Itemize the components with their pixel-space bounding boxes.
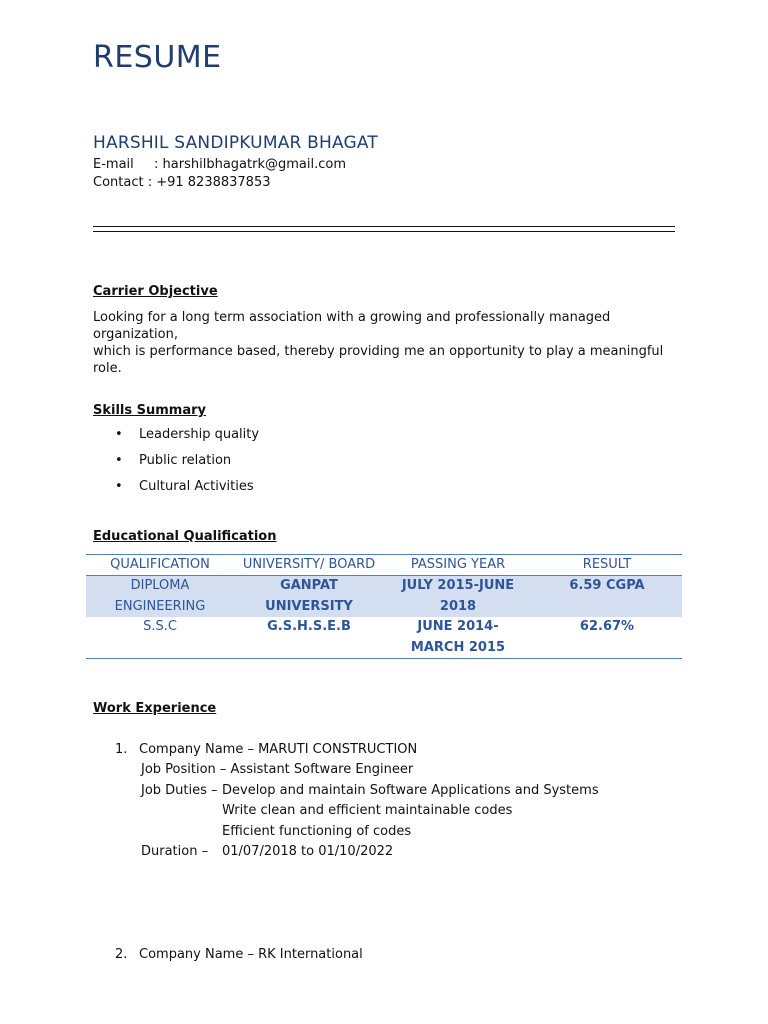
table-cell: S.S.C <box>143 619 177 634</box>
job-company: Company Name – MARUTI CONSTRUCTION <box>139 742 418 757</box>
objective-line-1: Looking for a long term association with a growing and professionally managed organization, <box>93 310 611 342</box>
education-heading: Educational Qualification <box>93 529 277 544</box>
skill-item: Public relation <box>139 453 232 468</box>
table-cell: 6.59 CGPA <box>569 578 645 593</box>
bullet-icon: • <box>115 479 123 494</box>
contact-line: Contact : +91 8238837853 <box>93 175 271 190</box>
table-cell: GANPAT UNIVERSITY <box>265 578 353 614</box>
job-number: 1. <box>115 742 128 757</box>
job-duties-label: Job Duties – <box>141 783 218 798</box>
list-item <box>115 427 415 445</box>
objective-paragraph <box>93 309 693 377</box>
table-cell: DIPLOMA ENGINEERING <box>114 578 206 614</box>
header-divider-top <box>93 226 675 227</box>
table-cell: JUNE 2014-MARCH 2015 <box>410 619 506 655</box>
objective-heading: Carrier Objective <box>93 284 218 299</box>
table-cell: JULY 2015-JUNE 2018 <box>401 578 515 614</box>
skill-item: Cultural Activities <box>139 479 254 494</box>
table-bottom-rule <box>86 658 682 659</box>
job-duration-label: Duration – <box>141 844 209 859</box>
table-cell: 62.67% <box>579 619 635 634</box>
table-header-university: UNIVERSITY/ BOARD <box>242 557 376 572</box>
resume-title: RESUME <box>93 40 222 75</box>
job-company: Company Name – RK International <box>139 947 363 962</box>
skill-item: Leadership quality <box>139 427 260 442</box>
job-position: Job Position – Assistant Software Engineer <box>141 762 414 777</box>
table-header-passing-year: PASSING YEAR <box>410 557 506 572</box>
email-value: : harshilbhagatrk@gmail.com <box>154 157 346 172</box>
list-item <box>115 453 415 471</box>
table-header-result: RESULT <box>582 557 632 572</box>
table-cell: G.S.H.S.E.B <box>267 619 351 634</box>
bullet-icon: • <box>115 427 123 442</box>
email-label: E-mail <box>93 157 134 172</box>
email-line <box>93 156 346 174</box>
job-duty-item: Efficient functioning of codes <box>222 824 412 839</box>
job-duty-item: Write clean and efficient maintainable codes <box>222 803 513 818</box>
bullet-icon: • <box>115 453 123 468</box>
job-duration: 01/07/2018 to 01/10/2022 <box>222 844 394 859</box>
skills-heading: Skills Summary <box>93 403 207 418</box>
list-item <box>115 479 415 497</box>
work-heading: Work Experience <box>93 701 217 716</box>
header-divider-bottom <box>93 231 675 232</box>
candidate-name: HARSHIL SANDIPKUMAR BHAGAT <box>93 133 378 153</box>
table-header-qualification: QUALIFICATION <box>110 557 210 572</box>
job-number: 2. <box>115 947 128 962</box>
job-duty-item: Develop and maintain Software Applications and Systems <box>222 783 599 798</box>
objective-line-2: which is performance based, thereby providing me an opportunity to play a meaningful role. <box>93 344 664 376</box>
